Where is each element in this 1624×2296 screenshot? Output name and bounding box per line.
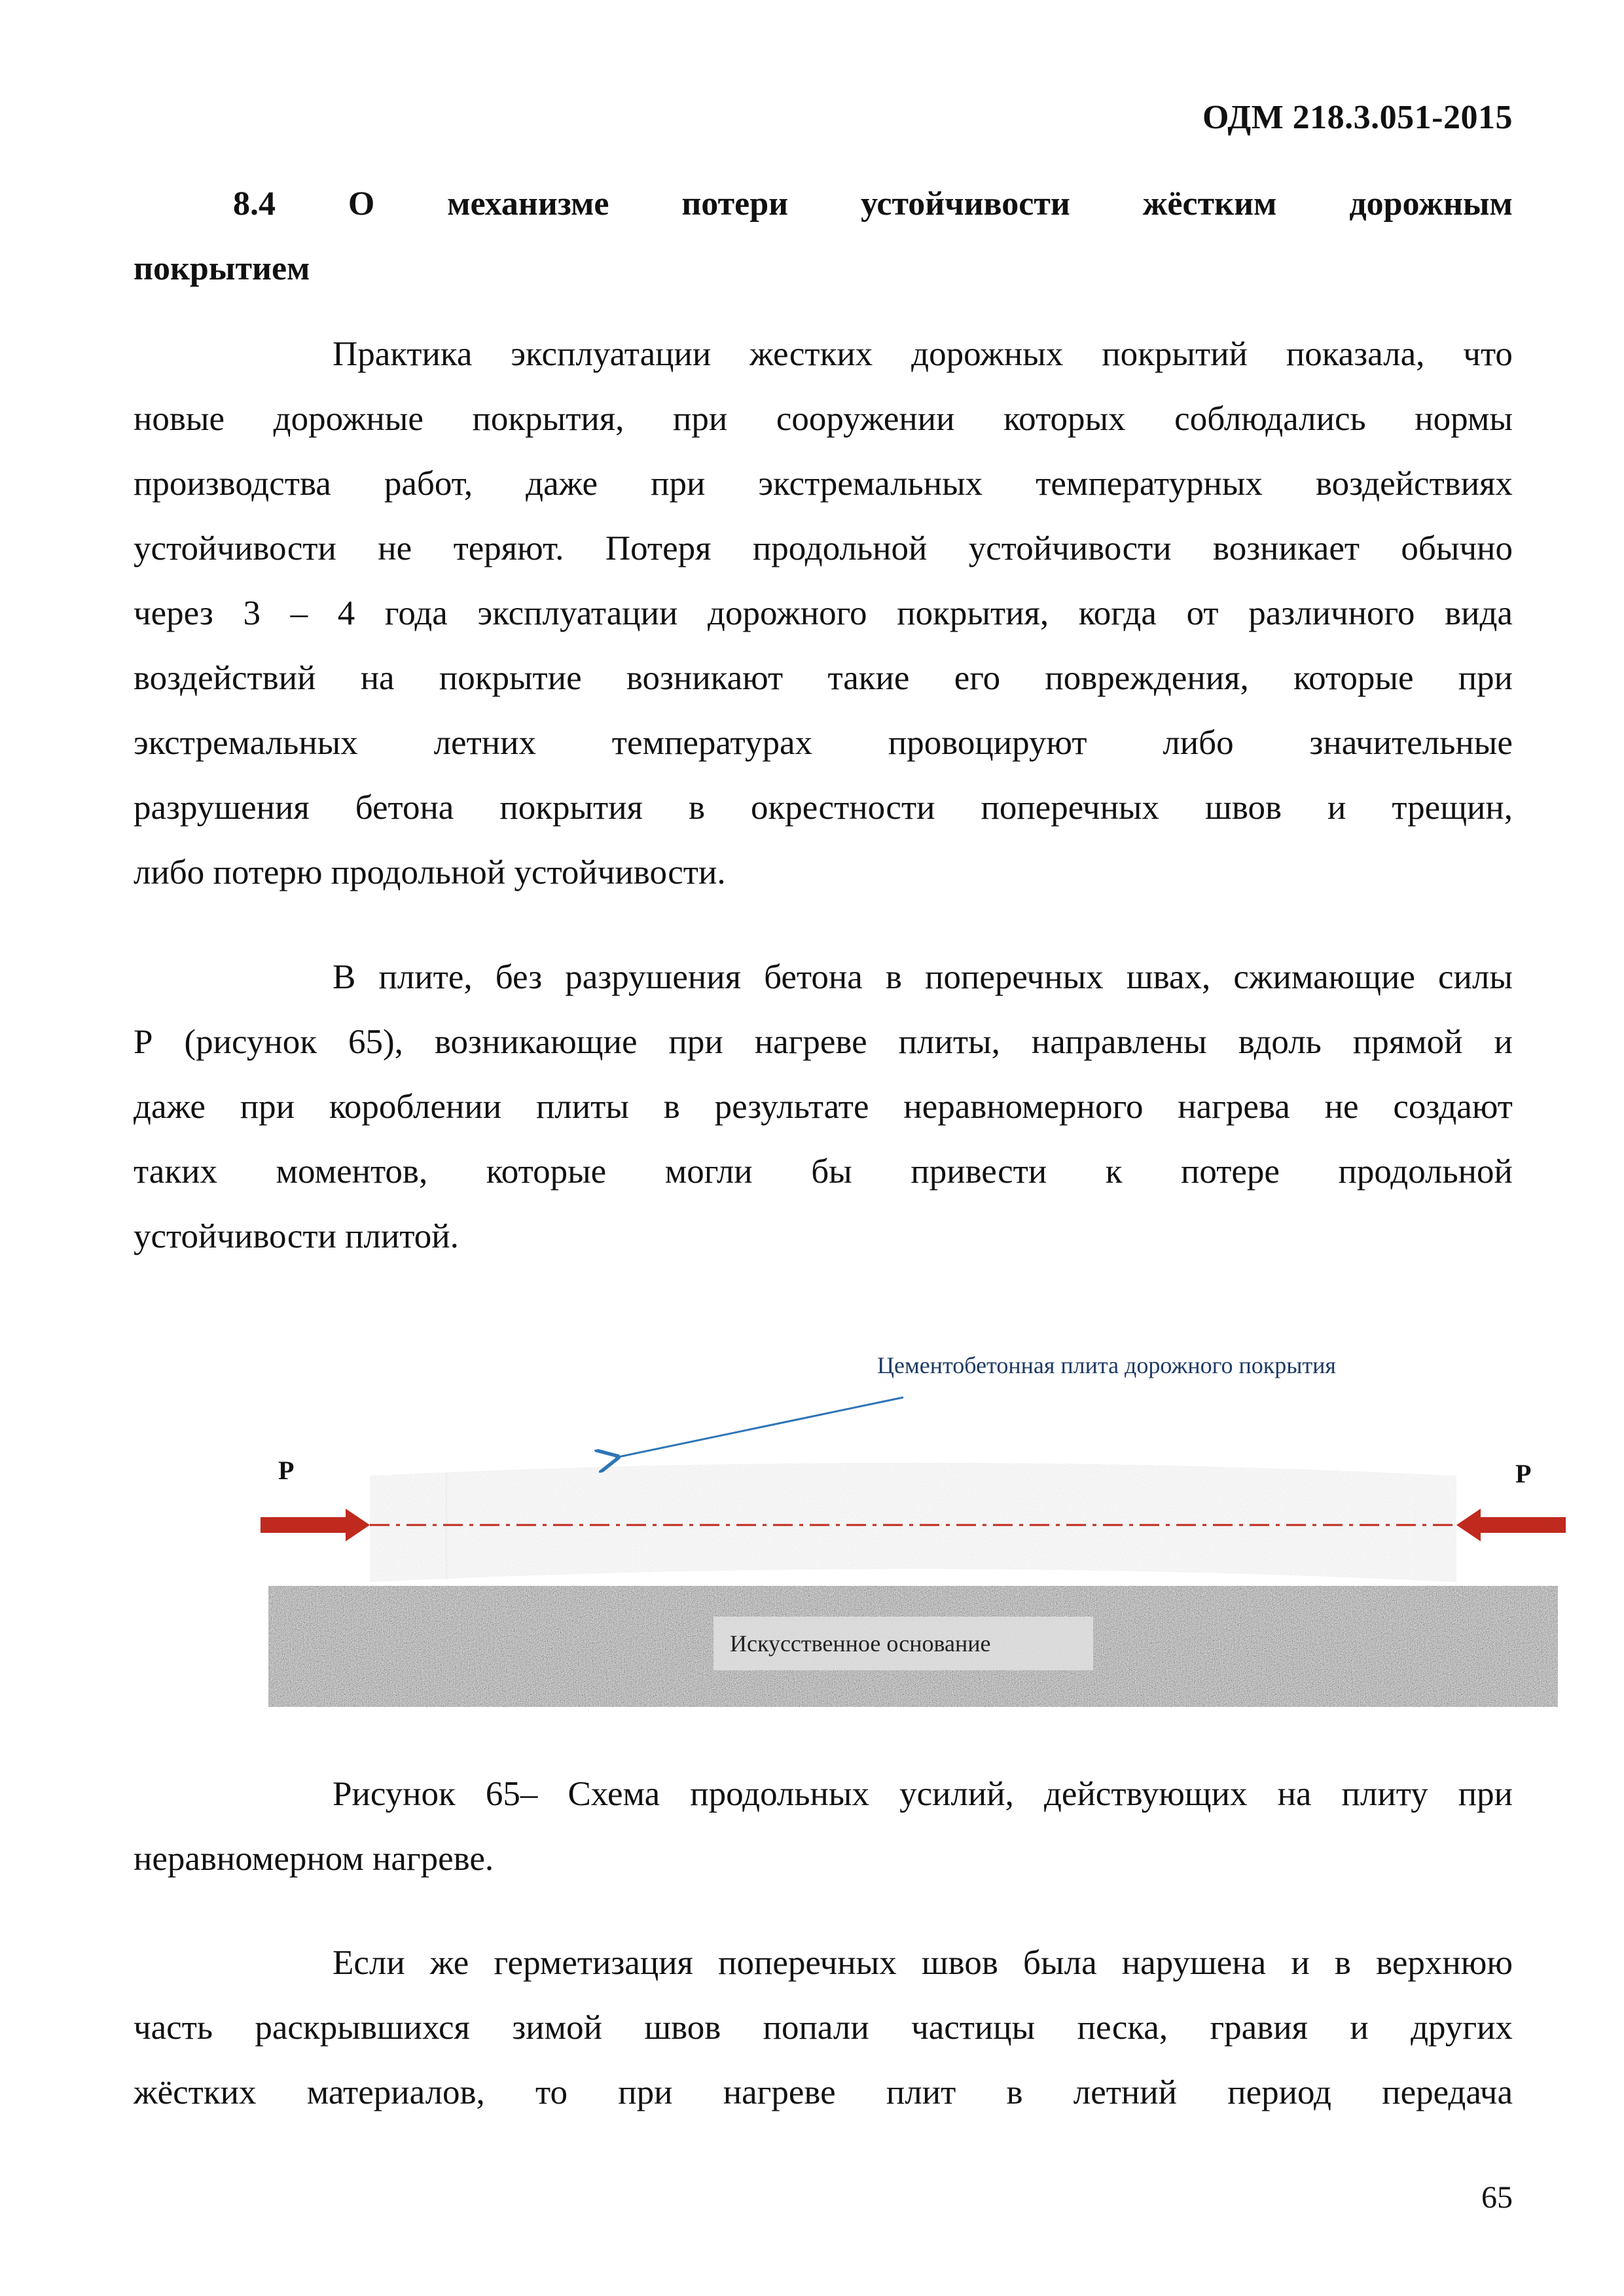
text-line: устойчивости не теряют. Потеря продольной устойчивости возникает обычно <box>134 529 1513 567</box>
heading-word: устойчивости <box>860 185 1070 223</box>
caption-line: неравномерном нагреве. <box>134 1840 494 1878</box>
text-line: Р (рисунок 65), возникающие при нагреве плиты, направлены вдоль прямой и <box>134 1023 1513 1061</box>
text-line: часть раскрывшихся зимой швов попали частицы песка, гравия и других <box>134 2009 1513 2047</box>
figure-caption <box>134 1762 1513 1892</box>
heading-word: потери <box>681 185 789 223</box>
text-line: В плите, без разрушения бетона в поперечных швах, сжимающие силы <box>333 958 1513 996</box>
text-line: устойчивости плитой. <box>134 1217 459 1255</box>
text-line: жёстких материалов, то при нагреве плит в летний период передача <box>134 2073 1513 2111</box>
heading-word: 8.4 <box>233 185 276 223</box>
text-line: через 3 – 4 года эксплуатации дорожного покрытия, когда от различного вида <box>134 594 1513 632</box>
heading-word: механизме <box>447 185 609 223</box>
force-arrow-left <box>261 1509 370 1541</box>
text-line: даже при короблении плиты в результате неравномерного нагрева не создают <box>134 1088 1513 1126</box>
base-label: Искусственное основание <box>730 1630 991 1657</box>
heading-word: О <box>348 185 375 223</box>
text-line: таких моментов, которые могли бы привести к потере продольной <box>134 1153 1513 1191</box>
text-line: производства работ, даже при экстремальных температурных воздействиях <box>134 465 1513 503</box>
heading-word: дорожным <box>1349 185 1513 223</box>
force-arrow-right <box>1456 1509 1566 1541</box>
section-heading-line1 <box>233 171 1513 236</box>
paragraph-1 <box>134 322 1513 905</box>
text-line: новые дорожные покрытия, при сооружении которых соблюдались нормы <box>134 400 1513 438</box>
label-pointer-arrow <box>615 1397 903 1458</box>
text-line: воздействий на покрытие возникают такие его повреждения, которые при <box>134 659 1513 697</box>
section-heading-line2: покрытием <box>134 250 310 287</box>
paragraph-2 <box>134 945 1513 1269</box>
section-heading <box>134 171 1513 301</box>
slab-label: Цементобетонная плита дорожного покрытия <box>877 1352 1336 1378</box>
text-line: либо потерю продольной устойчивости. <box>134 853 726 891</box>
slab-diagram <box>249 1352 1571 1718</box>
document-code: ОДМ 218.3.051-2015 <box>1202 99 1513 136</box>
text-line: Практика эксплуатации жестких дорожных покрытий показала, что <box>333 335 1513 373</box>
force-label-right: Р <box>1515 1459 1532 1488</box>
figure-65 <box>249 1352 1571 1718</box>
caption-line: Рисунок 65– Схема продольных усилий, действующих на плиту при <box>333 1775 1513 1813</box>
page-number: 65 <box>1481 2180 1513 2215</box>
text-line: разрушения бетона покрытия в окрестности поперечных швов и трещин, <box>134 789 1513 827</box>
heading-word: жёстким <box>1142 185 1277 223</box>
concrete-slab <box>370 1443 1456 1587</box>
text-line: экстремальных летних температурах провоцируют либо значительные <box>134 724 1513 762</box>
force-label-left: Р <box>278 1456 295 1485</box>
paragraph-3 <box>134 1931 1513 2125</box>
text-line: Если же герметизация поперечных швов была нарушена и в верхнюю <box>333 1944 1513 1982</box>
